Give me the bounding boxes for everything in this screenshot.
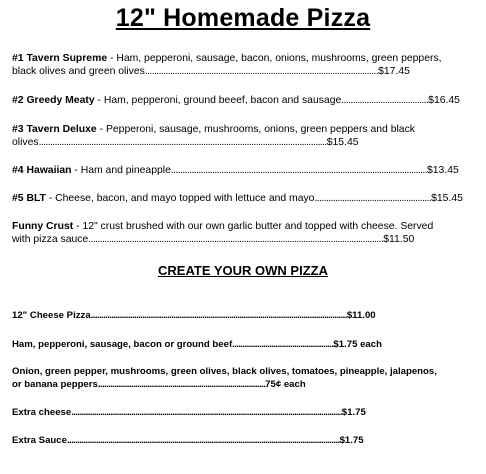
item-description-cont: black olives and green olives — [12, 66, 145, 77]
item-name: Ham, pepperoni, sausage, bacon or ground beef — [12, 339, 233, 350]
item-price: $15.45 — [431, 193, 463, 204]
item-price: $11.00 — [346, 310, 376, 321]
item-price: $1.75 each — [333, 339, 382, 350]
item-description: - Pepperoni, sausage, mushrooms, onions, green peppers and black — [96, 124, 415, 135]
item-name: #3 Tavern Deluxe — [12, 124, 97, 135]
item-price: $17.45 — [378, 66, 410, 77]
item-price: $1.75 — [339, 435, 364, 446]
leader-dots: ................................................................................................................................. — [88, 234, 384, 245]
item-price: $15.45 — [326, 137, 359, 148]
leader-dots: ...................................... — [341, 95, 429, 106]
item-name-cont: or banana peppers — [12, 379, 98, 390]
item-name: #4 Hawaiian — [12, 165, 72, 176]
item-name: Extra cheese — [12, 407, 72, 418]
item-price: 75¢ each — [265, 379, 306, 390]
create-item-extra-cheese — [12, 406, 477, 419]
page-title: 12" Homemade Pizza — [115, 4, 371, 32]
leader-dots: ...................................................................................................... — [144, 66, 379, 77]
item-description-cont: with pizza sauce — [12, 234, 89, 245]
menu-item-funny-crust — [12, 220, 477, 246]
create-item-cheese-pizza — [12, 309, 477, 322]
item-name: #1 Tavern Supreme — [12, 53, 108, 64]
leader-dots: .................................................................................................................................... — [66, 435, 340, 446]
item-description: - Ham, pepperoni, sausage, bacon, onions, mushrooms, green peppers, — [107, 53, 442, 64]
menu-item-blt — [12, 192, 477, 205]
item-price: $13.45 — [427, 165, 459, 176]
item-name: Extra Sauce — [12, 435, 67, 446]
item-description: - Ham, pepperoni, ground beeef, bacon and sausage — [94, 95, 342, 106]
create-item-meats — [12, 338, 477, 351]
leader-dots: ................................................... — [314, 193, 432, 204]
leader-dots: ................................................................................................................................... — [71, 407, 342, 418]
leader-dots: ................................................................................................................ — [170, 165, 427, 176]
section-heading: CREATE YOUR OWN PIZZA — [158, 263, 328, 278]
item-name: Onion, green pepper, mushrooms, green olives, black olives, tomatoes, pineapple, jalapenos, — [12, 366, 437, 377]
leader-dots: ................................................................................. — [97, 379, 266, 390]
item-name: #5 BLT — [12, 193, 46, 204]
item-description: - 12" crust brushed with our own garlic butter and topped with cheese. Served — [73, 221, 434, 232]
create-item-extra-sauce — [12, 434, 477, 447]
item-name: Funny Crust — [12, 221, 74, 232]
create-item-veggies — [12, 365, 477, 391]
item-price: $1.75 — [341, 407, 366, 418]
menu-item-greedy-meaty — [12, 94, 477, 107]
leader-dots: ................................................. — [232, 339, 334, 350]
item-description: - Ham and pineapple — [71, 165, 171, 176]
leader-dots: ............................................................................................................................ — [90, 310, 347, 321]
item-description: - Cheese, bacon, and mayo topped with lettuce and mayo — [45, 193, 315, 204]
menu-item-tavern-deluxe — [12, 123, 477, 149]
item-name: 12" Cheese Pizza — [12, 310, 91, 321]
menu-item-hawaiian — [12, 164, 477, 177]
item-description-cont: olives — [12, 137, 39, 148]
item-price: $16.45 — [428, 95, 460, 106]
item-name: #2 Greedy Meaty — [12, 95, 95, 106]
leader-dots: .............................................................................................................................. — [38, 137, 327, 148]
menu-item-tavern-supreme — [12, 52, 477, 78]
item-price: $11.50 — [383, 234, 415, 245]
